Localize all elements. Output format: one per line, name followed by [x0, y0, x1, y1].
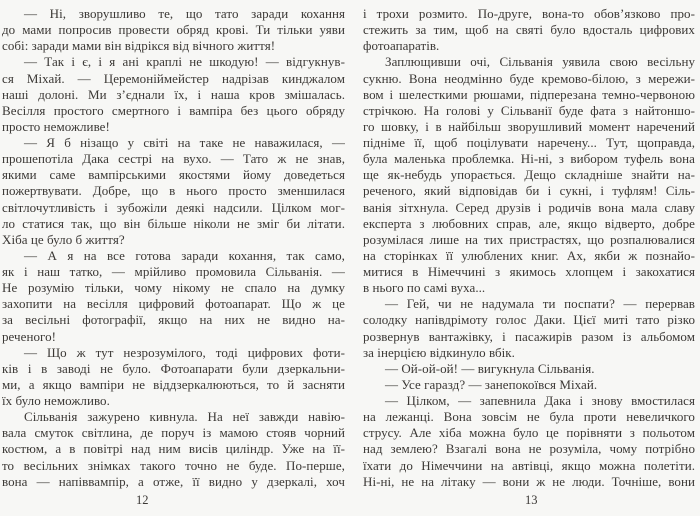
- text-line: в нього по самі вуха...: [363, 280, 486, 296]
- text-line: над землею? Взагалі вона не розуміла, чому потрібно: [363, 441, 695, 457]
- text-line: реченого, який відповідав би і сукні, і туфлям! Сіль-: [363, 183, 695, 199]
- text-line: підніме її, щоб поцілувати наречену... Тут, щоправда,: [363, 135, 695, 150]
- text-line: вом і шелесткими рюшами, підперезана темно-червоною: [363, 86, 695, 102]
- text-line: розвернув вантажівку, і пасажирів разом із альбомом: [363, 328, 695, 344]
- text-line: — Так і є, і я ані краплі не шкодую! — відгукнув-: [24, 54, 345, 70]
- text-line: як і наш татко, — мрійливо промовила Сільванія. —: [2, 264, 345, 279]
- text-line: костюм, а в повітрі над ним висів циліндр. Уже на її-: [2, 441, 345, 457]
- text-line: — Усе гаразд? — занепокоївся Міхай.: [385, 376, 598, 392]
- text-line: якими саме вампірськими якостями йому доведеться: [2, 167, 345, 183]
- text-line: на лежанці. Вона зовсім не була проти невеличкого: [363, 409, 695, 425]
- text-line: фотоапаратів.: [363, 38, 440, 54]
- text-line: — Що ж тут незрозумілого, тоді цифрових фоти-: [24, 344, 345, 360]
- text-line: до мами попросив провести обряд крові. Ти тільки уяви: [2, 22, 345, 38]
- text-line: захопити на весілля цифровий фотоапарат. Що ж це: [2, 296, 345, 312]
- text-line: реченого!: [2, 328, 56, 344]
- text-line: — А я на все готова заради кохання, так само,: [24, 247, 345, 263]
- text-line: експерта з любовних справ, але, якщо відверто, добре: [363, 215, 695, 231]
- text-line: Весілля простого смертного і вампіра без цього обряду: [2, 102, 345, 118]
- text-line: солодку напівдрімоту голос Даки. Цієї миті тато різко: [363, 312, 695, 328]
- text-line: — Я б нізащо у світі на таке не наважилася, —: [24, 135, 345, 150]
- text-line: собі: заради мами він відрікся від вічного життя!: [2, 38, 276, 54]
- text-line: за інерцією відкинуло вбік.: [363, 344, 515, 360]
- text-line: ся Міхай. — Церемоніймейстер надрізав кинджалом: [2, 70, 345, 86]
- text-line: була маленька проблемка. Ні-ні, з вибором туфель вона: [363, 151, 695, 167]
- text-line: струсу. Але хіба можна було це порівняти з польотом: [363, 425, 695, 441]
- text-line: їхати до Німеччини на автівці, якщо можна полетіти.: [363, 457, 695, 473]
- text-line: — Цілком, — запевнила Дака і знову вмостилася: [385, 393, 695, 408]
- text-line: світлочутливість і зубожіли деякі надсили. Цілком мог-: [2, 199, 345, 215]
- page-number-right: 13: [525, 493, 538, 507]
- page-right-text-block: [363, 6, 695, 490]
- text-line: Сільванія зажурено кивнула. На неї завжди навію-: [24, 409, 345, 425]
- text-line: то весільних знімках такого точно не буде. По-перше,: [2, 457, 345, 473]
- text-line: на сторінках її улюблених книг. Ах, якби ж познайо-: [363, 247, 695, 263]
- text-line: ще як-небудь упорається. Дещо складніше знайти на-: [363, 167, 695, 183]
- text-line: прошепотіла Дака сестрі на вухо. — Тато ж не знав,: [2, 151, 345, 167]
- text-line: наші долоні. Ми з’єднали їх, і наша кров змішалась.: [2, 86, 345, 102]
- text-line: сукню. Вона неодмінно буде кремово-білою, з мережи-: [363, 70, 695, 86]
- text-line: і трохи розмито. По-друге, вона-то обов’язково про-: [363, 6, 695, 21]
- text-line: Хіба це було б життя?: [2, 231, 125, 247]
- text-line: ванія зітхнула. Серед друзів і родичів вона мала славу: [363, 199, 695, 215]
- text-line: — Ой-ой-ой! — вигукнула Сільванія.: [385, 360, 595, 376]
- text-line: ків і в заводі не було. Фотоапарати були дзеркальни-: [2, 360, 345, 376]
- text-line: за весільні фотографії, якщо на них не видно на-: [2, 312, 345, 328]
- text-line: ло статися так, що він більше ніколи не зміг би літати.: [2, 215, 345, 231]
- text-line: — Гей, чи не надумала ти поспати? — перервав: [385, 296, 695, 312]
- text-line: — Ні, зворушливо те, що тато заради кохання: [24, 6, 345, 21]
- text-line: вала смуток світлина, де поруч із мамою стояв чорний: [2, 425, 345, 441]
- text-line: Не розумію тільки, чому нікому не спало на думку: [2, 280, 345, 296]
- text-line: Ні-ні, не на літаку — вони ж не люди. Точніше, вони: [363, 473, 695, 489]
- text-line: стрічкою. На голові у Сільванії буде фата з найтоншо-: [363, 102, 695, 118]
- text-line: розумілася лише на тих пристрастях, що розпалювалися: [363, 231, 695, 247]
- text-line: ми, а якщо вампіри не віддзеркалюються, то й засняти: [2, 376, 345, 392]
- text-line: стежить за тим, щоб на святі було вдосталь цифрових: [363, 22, 695, 38]
- text-line: просто неможливе!: [2, 118, 110, 134]
- text-line: митися в Німеччині з якимось хлопцем і закохатися: [363, 264, 695, 279]
- page-number-left: 12: [136, 493, 149, 507]
- page-left-text-block: [2, 6, 345, 490]
- text-line: Заплющивши очі, Сільванія уявила свою весільну: [385, 54, 695, 70]
- text-line: їх було неможливо.: [2, 393, 110, 408]
- text-line: пожертвувати. Добре, що в нього просто зменшилася: [2, 183, 345, 199]
- text-line: го шовку, і в найбільш зворушливий момент наречений: [363, 118, 695, 134]
- text-line: вона — напіввампір, а отже, її видно у дзеркалі, хоч: [2, 473, 345, 489]
